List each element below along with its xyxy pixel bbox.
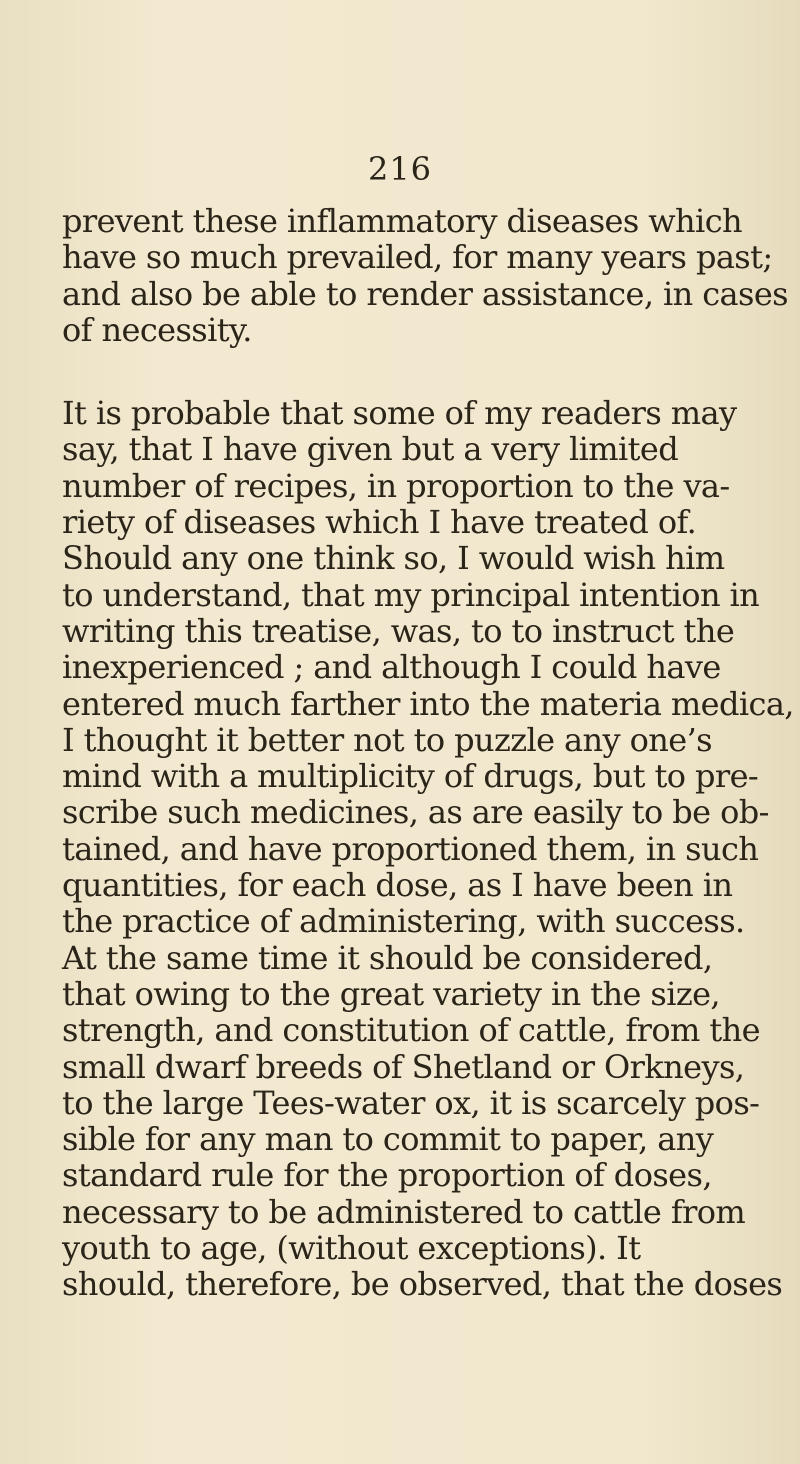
page-number: 216 [367,150,433,188]
text-line: to understand, that my principal intention in [62,575,760,614]
text-line: sible for any man to commit to paper, any [62,1120,714,1159]
text-line: tained, and have proportioned them, in such [62,829,759,868]
text-line: small dwarf breeds of Shetland or Orkneys, [62,1047,745,1086]
paragraph-2 [62,394,794,1304]
text-line: standard rule for the proportion of doses, [62,1156,712,1195]
text-line: should, therefore, be observed, that the doses [62,1265,783,1304]
text-line: I thought it better not to puzzle any one’s [62,720,712,759]
text-line: youth to age, (without exceptions). It [62,1229,641,1268]
text-line: scribe such medicines, as are easily to be ob- [62,793,769,832]
text-line: and also be able to render assistance, in cases [62,274,788,313]
text-line: writing this treatise, was, to to instruct the [62,611,735,650]
text-line: necessary to be administered to cattle from [62,1192,746,1231]
text-line: of necessity. [62,310,252,349]
text-line: At the same time it should be considered, [62,938,713,977]
text-line: say, that I have given but a very limited [62,430,679,469]
text-line: inexperienced ; and although I could have [62,648,721,687]
text-line: that owing to the great variety in the size, [62,974,720,1013]
text-line: strength, and constitution of cattle, from the [62,1011,760,1050]
text-line: quantities, for each dose, as I have been in [62,866,733,905]
text-line: mind with a multiplicity of drugs, but to pre- [62,757,759,796]
text-line: riety of diseases which I have treated of. [62,503,697,542]
text-line: Should any one think so, I would wish him [62,539,725,578]
body-text [62,202,794,1304]
text-line: number of recipes, in proportion to the va- [62,466,730,505]
text-line: entered much farther into the materia medica, [62,684,794,723]
text-line: prevent these inflammatory diseases which [62,202,743,240]
text-line: It is probable that some of my readers may [62,394,737,433]
paragraph-gap [62,348,774,395]
text-line: the practice of administering, with success. [62,902,745,941]
text-line: have so much prevailed, for many years past; [62,238,773,277]
text-line: to the large Tees-water ox, it is scarcely pos- [62,1083,760,1122]
paragraph-1 [62,202,788,349]
